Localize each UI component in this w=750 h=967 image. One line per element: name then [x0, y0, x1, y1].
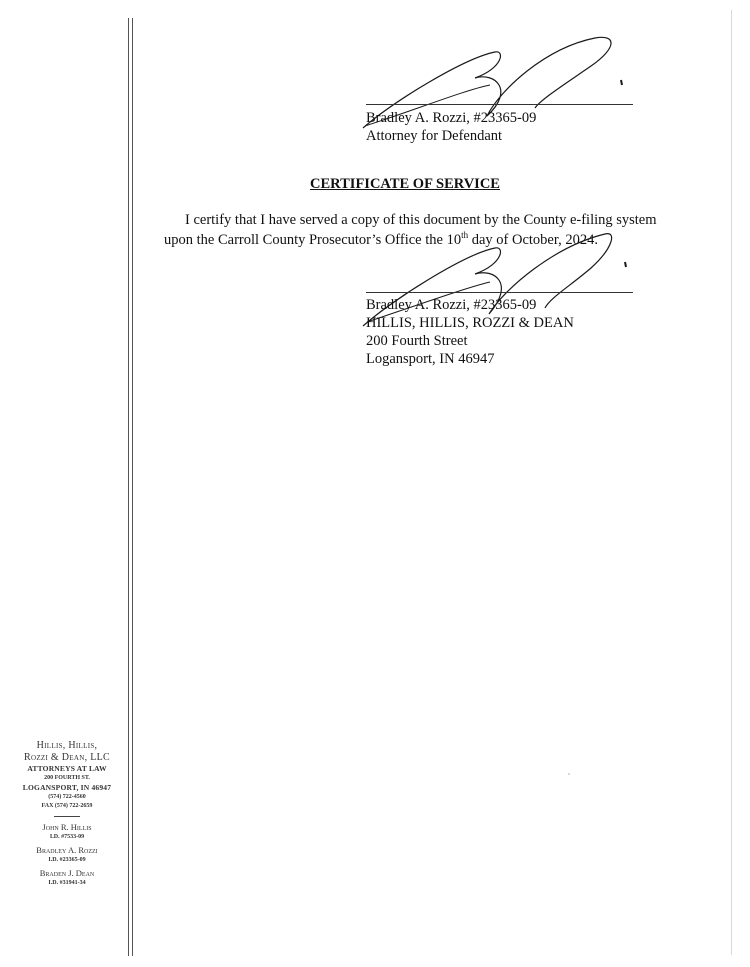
- attorney-entry: [8, 845, 126, 865]
- certificate-heading: CERTIFICATE OF SERVICE: [310, 176, 500, 192]
- signature2-city: Logansport, IN 46947: [366, 351, 495, 367]
- signature1-name: Bradley A. Rozzi, #23365-09: [366, 110, 537, 126]
- firm-street: 200 FOURTH ST.: [44, 775, 90, 781]
- attorney-entry: [8, 822, 126, 842]
- signature1-line: [366, 104, 633, 105]
- firm-name-line2: Rozzi & Dean, LLC: [24, 752, 110, 763]
- attorney-name: John R. Hillis: [42, 822, 92, 832]
- attorney-name: Bradley A. Rozzi: [36, 845, 98, 855]
- signature1-title: Attorney for Defendant: [366, 128, 503, 144]
- signature2-block: [366, 296, 574, 368]
- scan-speck: [568, 773, 570, 775]
- attorney-name: Braden J. Dean: [39, 868, 95, 878]
- firm-fax: FAX (574) 722-2659: [41, 803, 93, 809]
- certificate-paragraph: [164, 210, 684, 250]
- firm-tagline: ATTORNEYS AT LAW: [27, 764, 107, 773]
- attorney-id: I.D. #31941-34: [48, 880, 86, 886]
- signature1-block: [366, 109, 536, 145]
- signature2-street: 200 Fourth Street: [366, 333, 468, 349]
- left-margin-rule-inner: [132, 18, 133, 956]
- certificate-ordinal: th: [461, 230, 469, 241]
- attorney-id: I.D. #23365-09: [48, 857, 86, 863]
- firm-city: LOGANSPORT, IN 46947: [22, 783, 112, 792]
- certificate-date: day of October, 2024.: [468, 232, 598, 248]
- left-margin-rule: [128, 18, 129, 956]
- letterhead-sidebar: [8, 740, 126, 888]
- firm-phone: (574) 722-4560: [48, 794, 86, 800]
- page-right-edge: [731, 10, 732, 955]
- attorney-entry: [8, 868, 126, 888]
- signature2-line: [366, 292, 633, 293]
- signature2-name: Bradley A. Rozzi, #23365-09: [366, 297, 537, 313]
- attorney-id: I.D. #7533-09: [49, 834, 85, 840]
- firm-name-line1: Hillis, Hillis,: [36, 740, 98, 751]
- sidebar-divider: [54, 816, 80, 817]
- signature2-firm: HILLIS, HILLIS, ROZZI & DEAN: [366, 315, 574, 331]
- certificate-text: I certify that I have served a copy of this document by the County e-filing system upon the Carroll County Prosecutor’s Office the 10: [164, 212, 657, 248]
